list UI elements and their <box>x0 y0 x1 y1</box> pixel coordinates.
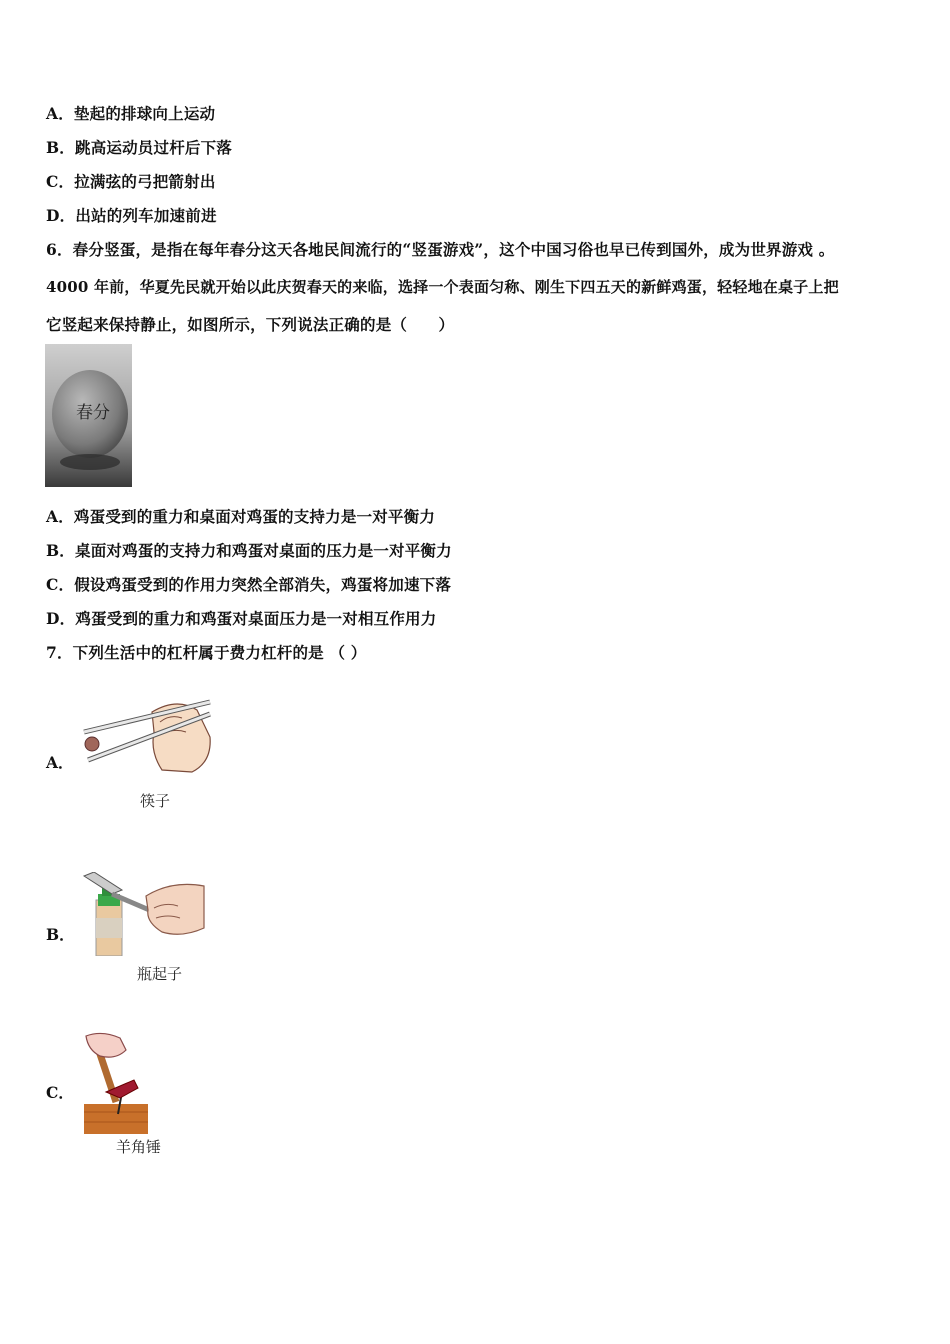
q5-option-d: D．出站的列车加速前进 <box>46 206 217 225</box>
bottle-opener-caption: 瓶起子 <box>137 965 183 983</box>
q5-option-c: C．拉满弦的弓把箭射出 <box>46 172 216 191</box>
q6-option-b: B．桌面对鸡蛋的支持力和鸡蛋对桌面的压力是一对平衡力 <box>46 541 452 560</box>
bottle-opener-illustration <box>82 872 206 956</box>
q6-option-c: C．假设鸡蛋受到的作用力突然全部消失，鸡蛋将加速下落 <box>46 575 452 594</box>
q7-option-c-letter: C． <box>46 1083 74 1102</box>
q7-stem: 7．下列生活中的杠杆属于费力杠杆的是 （ ） <box>46 643 367 662</box>
q7-option-b-letter: B． <box>46 925 75 944</box>
q6-stem-line-2: 4000 年前，华夏先民就开始以此庆贺春天的来临，选择一个表面匀称、刚生下四五天的新鲜鸡蛋，轻轻地在桌子上把 <box>46 278 839 296</box>
q5-option-a: A．垫起的排球向上运动 <box>46 104 216 123</box>
q7-option-a-letter: A． <box>46 753 74 772</box>
egg-text: 春分 <box>76 403 110 423</box>
q6-option-a: A．鸡蛋受到的重力和桌面对鸡蛋的支持力是一对平衡力 <box>46 507 436 526</box>
q5-option-b: B．跳高运动员过杆后下落 <box>46 138 233 157</box>
chopsticks-illustration <box>82 692 212 774</box>
chopsticks-caption: 筷子 <box>140 792 171 810</box>
q6-option-d: D．鸡蛋受到的重力和鸡蛋对桌面压力是一对相互作用力 <box>46 609 437 628</box>
q6-stem-line-3: 它竖起来保持静止，如图所示，下列说法正确的是（ ） <box>46 315 455 334</box>
q6-stem-line-1: 6．春分竖蛋，是指在每年春分这天各地民间流行的“竖蛋游戏”，这个中国习俗也早已传到国外，成为世界游戏 。 <box>46 240 835 259</box>
claw-hammer-caption: 羊角锤 <box>116 1138 162 1156</box>
claw-hammer-illustration <box>82 1032 150 1134</box>
egg-photo <box>45 344 132 487</box>
